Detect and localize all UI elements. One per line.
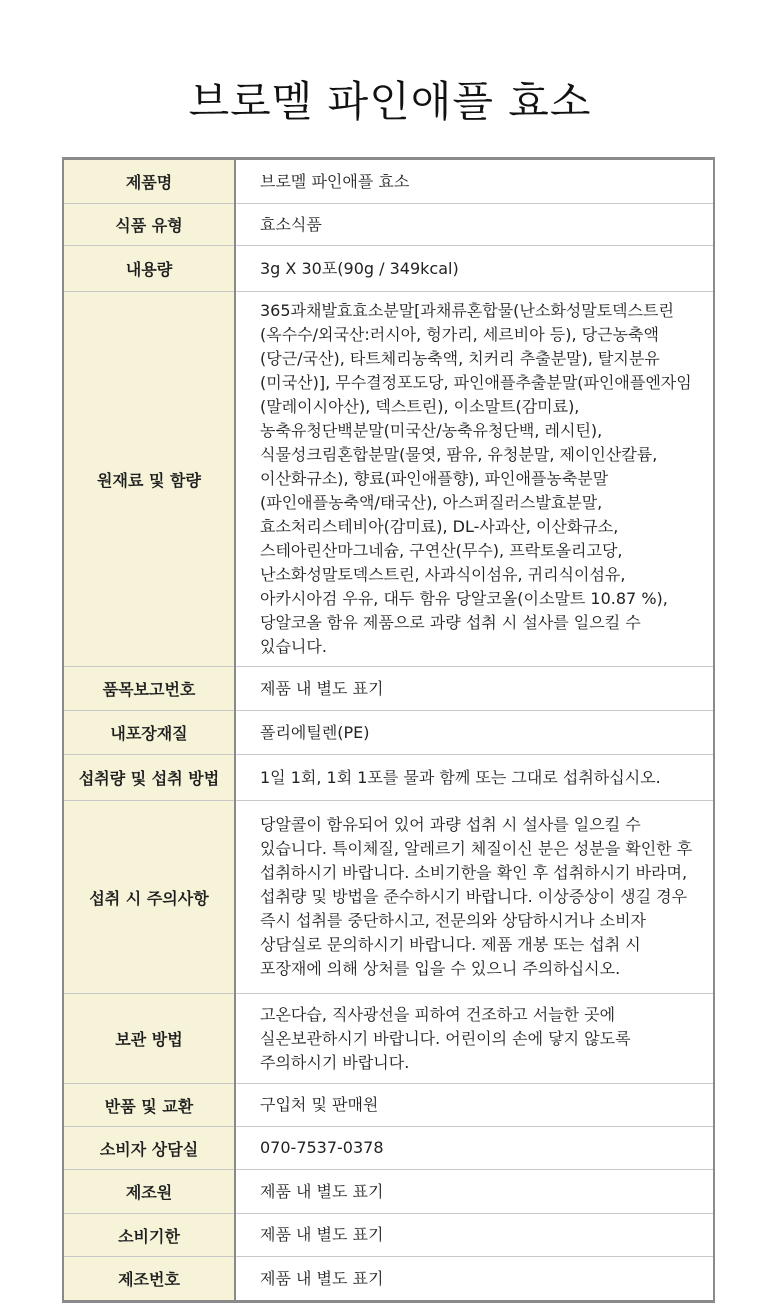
row-label: 제품명 [63,159,235,204]
row-content-amount [63,246,714,292]
row-storage [63,994,714,1084]
row-product-name [63,159,714,204]
row-food-type [63,204,714,246]
row-value: 1일 1회, 1회 1포를 물과 함께 또는 그대로 섭취하십시오. [235,755,714,801]
row-customer-service [63,1127,714,1170]
row-returns [63,1084,714,1127]
row-ingredients [63,292,714,667]
page-title: 브로멜 파인애플 효소 [188,77,592,126]
row-value: 효소식품 [235,204,714,246]
row-label: 소비기한 [63,1214,235,1257]
row-value: 070-7537-0378 [235,1127,714,1170]
row-label: 섭취 시 주의사항 [63,801,235,994]
row-value: 제품 내 별도 표기 [235,667,714,711]
product-info-table [62,157,715,1303]
row-lot-number [63,1257,714,1302]
row-label: 섭취량 및 섭취 방법 [63,755,235,801]
row-value: 폴리에틸렌(PE) [235,711,714,755]
row-label: 내용량 [63,246,235,292]
row-label: 식품 유형 [63,204,235,246]
row-manufacturer [63,1170,714,1214]
row-value: 365과채발효효소분말[과채류혼합물(난소화성말토덱스트린(옥수수/외국산:러시아, 헝가리, 세르비아 등), 당근농축액 (당근/국산), 타트체리농축액, 치커리 추출분말), 탈지분유(미국산)], 무수결정포도당, 파인애플추출분말(파인애플엔자임(말레이시아산), 덱스트린), 이소말트(감미료), 농축유청단백분말(미국산/농축유청단백, 레시틴), 식물성크림혼합분말(물엿, 팜유, 유청분말, 제이인산칼륨, 이산화규소), 향료(파인애플향), 파인애플농축분말(파인애플농축액/태국산), 아스퍼질러스발효분말, 효소처리스테비아(감미료), DL-사과산, 이산화규소, 스테아린산마그네슘, 구연산(무수), 프락토올리고당, 난소화성말토덱스트린, 사과식이섬유, 귀리식이섬유, 아카시아검 우유, 대두 함유 당알코올(이소말트 10.87 %), 당알코올 함유 제품으로 과량 섭취 시 설사를 일으킬 수 있습니다. [235,292,714,667]
row-value: 제품 내 별도 표기 [235,1214,714,1257]
row-expiry [63,1214,714,1257]
row-label: 내포장재질 [63,711,235,755]
row-intake-method [63,755,714,801]
row-value: 제품 내 별도 표기 [260,1268,384,1288]
row-value: 구입처 및 판매원 [235,1084,714,1127]
row-label: 반품 및 교환 [63,1084,235,1127]
row-label: 제조번호 [63,1257,235,1302]
row-value: 브로멜 파인애플 효소 [235,159,714,204]
row-label: 보관 방법 [63,994,235,1084]
row-label: 소비자 상담실 [63,1127,235,1170]
row-label: 품목보고번호 [63,667,235,711]
row-value: 당알콜이 함유되어 있어 과량 섭취 시 설사를 일으킬 수 있습니다. 특이체질, 알레르기 체질이신 분은 성분을 확인한 후 섭취하시기 바랍니다. 소비기한을 확인 후 섭취하시기 바라며, 섭취량 및 방법을 준수하시기 바랍니다. 이상증상이 생길 경우 즉시 섭취를 중단하시고, 전문의와 상담하시거나 소비자 상담실로 문의하시기 바랍니다. 제품 개봉 또는 섭취 시 포장재에 의해 상처를 입을 수 있으니 주의하십시오. [235,801,714,994]
row-value: 제품 내 별도 표기 [235,1170,714,1214]
row-label: 원재료 및 함량 [63,292,235,667]
row-packaging-material [63,711,714,755]
row-precautions [63,801,714,994]
row-report-number [63,667,714,711]
row-value: 고온다습, 직사광선을 피하여 건조하고 서늘한 곳에 실온보관하시기 바랍니다. 어린이의 손에 닿지 않도록 주의하시기 바랍니다. [235,994,714,1084]
row-label: 제조원 [63,1170,235,1214]
row-value: 3g X 30포(90g / 349kcal) [235,246,714,292]
